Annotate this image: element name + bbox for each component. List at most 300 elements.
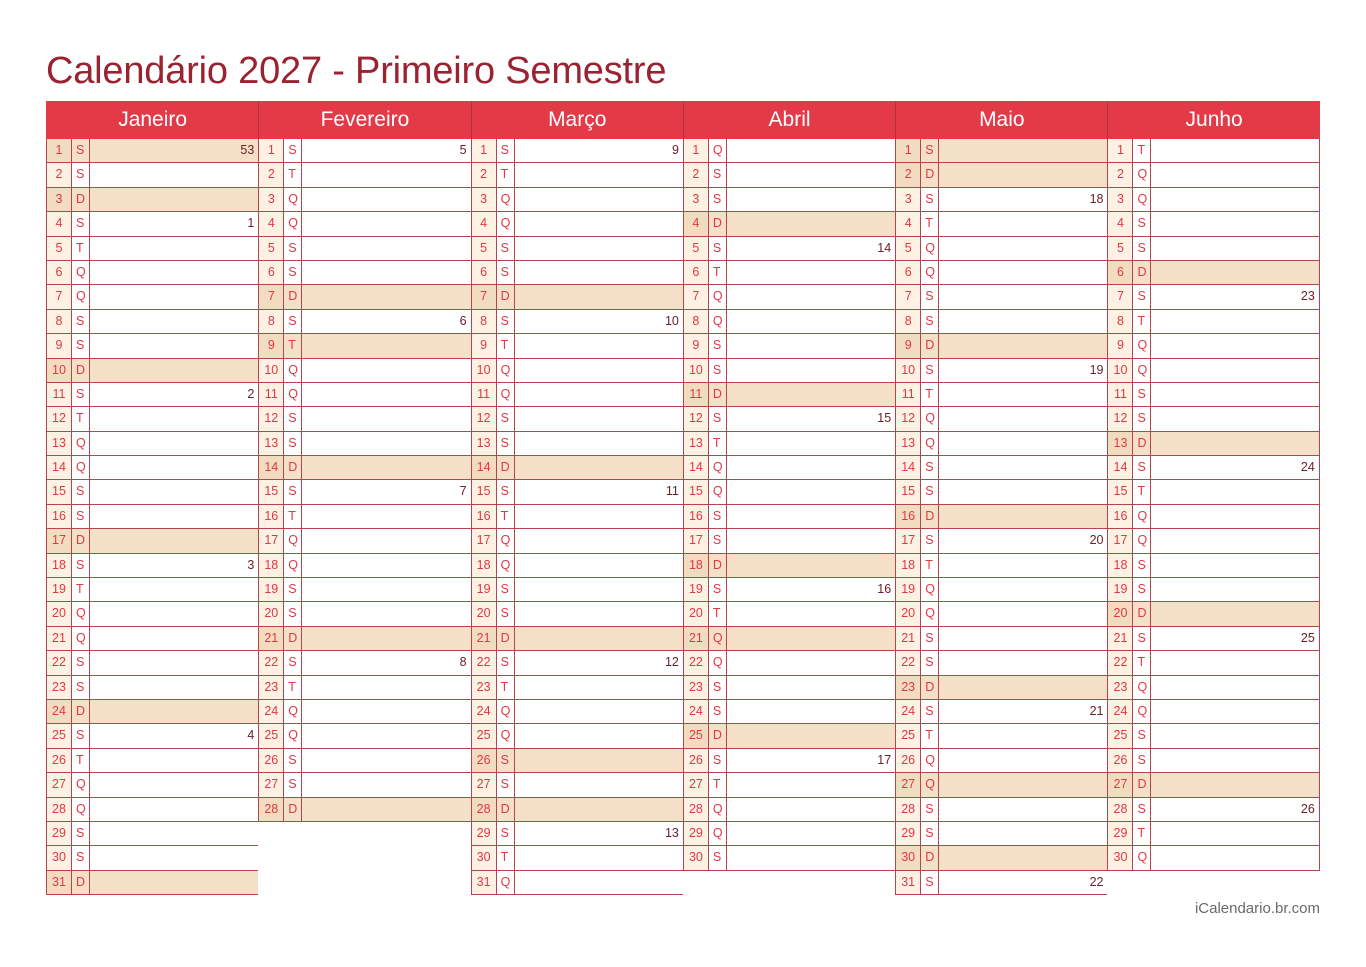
day-number: 24 xyxy=(472,700,497,723)
week-number xyxy=(302,700,470,723)
day-number: 16 xyxy=(472,505,497,528)
day-row xyxy=(258,480,470,504)
day-row xyxy=(258,359,470,383)
week-number xyxy=(302,359,470,382)
weekday-letter: Q xyxy=(921,237,939,260)
week-number xyxy=(515,432,683,455)
day-row-highlighted xyxy=(683,627,895,651)
weekday-letter: S xyxy=(497,822,515,845)
week-number xyxy=(90,407,258,430)
day-number: 5 xyxy=(259,237,284,260)
week-number xyxy=(302,237,470,260)
weekday-letter: T xyxy=(72,407,90,430)
day-number: 8 xyxy=(47,310,72,333)
day-number: 23 xyxy=(896,676,921,699)
week-number xyxy=(727,724,895,747)
day-number: 29 xyxy=(1108,822,1133,845)
day-row xyxy=(46,285,258,309)
day-number: 16 xyxy=(259,505,284,528)
week-number xyxy=(939,578,1107,601)
day-row xyxy=(1107,798,1319,822)
weekday-letter: S xyxy=(72,554,90,577)
day-number: 12 xyxy=(896,407,921,430)
day-row xyxy=(683,237,895,261)
day-number: 29 xyxy=(684,822,709,845)
day-number: 19 xyxy=(472,578,497,601)
weekday-letter: D xyxy=(921,163,939,186)
calendar-grid xyxy=(46,101,1320,895)
week-number xyxy=(1151,822,1318,845)
week-number xyxy=(727,383,895,406)
day-number: 6 xyxy=(259,261,284,284)
weekday-letter: Q xyxy=(497,529,515,552)
day-number: 11 xyxy=(896,383,921,406)
day-number: 9 xyxy=(259,334,284,357)
day-row-highlighted xyxy=(46,359,258,383)
day-number: 26 xyxy=(896,749,921,772)
weekday-letter: T xyxy=(709,261,727,284)
day-row xyxy=(1107,505,1319,529)
day-number: 7 xyxy=(684,285,709,308)
day-row xyxy=(683,310,895,334)
day-number: 11 xyxy=(472,383,497,406)
day-number: 2 xyxy=(472,163,497,186)
day-row xyxy=(1107,359,1319,383)
weekday-letter: Q xyxy=(284,724,302,747)
day-row xyxy=(471,578,683,602)
weekday-letter: S xyxy=(284,602,302,625)
week-number xyxy=(1151,139,1318,162)
day-number: 27 xyxy=(472,773,497,796)
day-row xyxy=(895,602,1107,626)
weekday-letter: D xyxy=(284,627,302,650)
day-number: 14 xyxy=(896,456,921,479)
day-row xyxy=(1107,188,1319,212)
week-number xyxy=(302,188,470,211)
day-number: 13 xyxy=(684,432,709,455)
weekday-letter: Q xyxy=(709,480,727,503)
day-number: 17 xyxy=(684,529,709,552)
day-row xyxy=(683,188,895,212)
week-number xyxy=(1151,846,1318,869)
weekday-letter: Q xyxy=(497,700,515,723)
day-row xyxy=(46,163,258,187)
day-row xyxy=(46,310,258,334)
day-row xyxy=(683,676,895,700)
week-number xyxy=(302,285,470,308)
weekday-letter: S xyxy=(72,383,90,406)
day-number: 15 xyxy=(684,480,709,503)
day-row xyxy=(895,798,1107,822)
day-number: 28 xyxy=(684,798,709,821)
day-number: 19 xyxy=(1108,578,1133,601)
day-number: 7 xyxy=(47,285,72,308)
week-number xyxy=(302,529,470,552)
weekday-letter: S xyxy=(1133,627,1151,650)
day-row xyxy=(258,139,470,163)
day-row-highlighted xyxy=(1107,773,1319,797)
day-number: 25 xyxy=(896,724,921,747)
week-number xyxy=(727,480,895,503)
weekday-letter: S xyxy=(921,529,939,552)
day-row xyxy=(46,578,258,602)
week-number xyxy=(1151,212,1318,235)
day-row xyxy=(46,505,258,529)
day-number: 20 xyxy=(259,602,284,625)
day-number: 9 xyxy=(1108,334,1133,357)
day-number: 21 xyxy=(896,627,921,650)
weekday-letter: Q xyxy=(921,407,939,430)
week-number: 21 xyxy=(939,700,1107,723)
day-number: 6 xyxy=(1108,261,1133,284)
week-number xyxy=(90,310,258,333)
day-row-highlighted xyxy=(258,334,470,358)
weekday-letter: D xyxy=(72,700,90,723)
weekday-letter: S xyxy=(284,139,302,162)
day-number: 11 xyxy=(684,383,709,406)
day-number: 10 xyxy=(259,359,284,382)
day-number: 1 xyxy=(472,139,497,162)
day-number: 17 xyxy=(896,529,921,552)
weekday-letter: Q xyxy=(709,798,727,821)
week-number xyxy=(1151,480,1318,503)
week-number xyxy=(302,749,470,772)
day-number: 30 xyxy=(472,846,497,869)
week-number xyxy=(1151,188,1318,211)
day-row xyxy=(683,407,895,431)
day-row xyxy=(471,188,683,212)
weekday-letter: Q xyxy=(709,310,727,333)
day-number: 30 xyxy=(684,846,709,869)
day-row xyxy=(258,261,470,285)
day-number: 13 xyxy=(47,432,72,455)
week-number xyxy=(727,334,895,357)
week-number xyxy=(90,359,258,382)
day-number: 14 xyxy=(259,456,284,479)
week-number xyxy=(515,212,683,235)
weekday-letter: S xyxy=(921,456,939,479)
day-row xyxy=(471,724,683,748)
weekday-letter: T xyxy=(497,334,515,357)
week-number: 2 xyxy=(90,383,258,406)
day-number: 15 xyxy=(47,480,72,503)
day-row xyxy=(46,651,258,675)
day-row xyxy=(1107,651,1319,675)
week-number: 10 xyxy=(515,310,683,333)
day-number: 9 xyxy=(47,334,72,357)
day-number: 3 xyxy=(684,188,709,211)
day-row xyxy=(46,822,258,846)
week-number xyxy=(727,505,895,528)
day-number: 1 xyxy=(896,139,921,162)
day-row xyxy=(1107,456,1319,480)
month-header: Junho xyxy=(1107,101,1319,139)
week-number xyxy=(515,261,683,284)
weekday-letter: Q xyxy=(284,359,302,382)
day-number: 25 xyxy=(259,724,284,747)
day-row xyxy=(46,554,258,578)
day-row-highlighted xyxy=(895,846,1107,870)
day-row xyxy=(471,261,683,285)
weekday-letter: S xyxy=(284,773,302,796)
day-number: 17 xyxy=(259,529,284,552)
day-number: 12 xyxy=(1108,407,1133,430)
weekday-letter: S xyxy=(497,139,515,162)
day-number: 26 xyxy=(259,749,284,772)
day-row xyxy=(683,651,895,675)
day-number: 23 xyxy=(47,676,72,699)
week-number: 15 xyxy=(727,407,895,430)
day-row xyxy=(258,212,470,236)
day-row xyxy=(683,456,895,480)
day-row xyxy=(471,846,683,870)
day-row xyxy=(471,237,683,261)
day-row xyxy=(1107,846,1319,870)
weekday-letter: T xyxy=(1133,310,1151,333)
day-row xyxy=(258,773,470,797)
day-row-highlighted xyxy=(471,285,683,309)
week-number xyxy=(515,627,683,650)
day-number: 22 xyxy=(896,651,921,674)
week-number xyxy=(939,554,1107,577)
day-number: 4 xyxy=(47,212,72,235)
day-number: 21 xyxy=(259,627,284,650)
week-number xyxy=(727,285,895,308)
month-header: Fevereiro xyxy=(258,101,470,139)
day-number: 27 xyxy=(896,773,921,796)
day-row xyxy=(683,432,895,456)
weekday-letter: T xyxy=(921,383,939,406)
weekday-letter: S xyxy=(284,651,302,674)
weekday-letter: Q xyxy=(709,627,727,650)
day-number: 27 xyxy=(1108,773,1133,796)
day-number: 31 xyxy=(472,871,497,894)
day-row xyxy=(471,212,683,236)
day-number: 26 xyxy=(47,749,72,772)
day-row xyxy=(471,139,683,163)
day-number: 12 xyxy=(472,407,497,430)
week-number xyxy=(90,237,258,260)
weekday-letter: D xyxy=(921,846,939,869)
day-row xyxy=(895,700,1107,724)
day-number: 18 xyxy=(1108,554,1133,577)
day-row xyxy=(895,237,1107,261)
day-number: 21 xyxy=(472,627,497,650)
week-number xyxy=(302,334,470,357)
day-row xyxy=(1107,724,1319,748)
day-row-highlighted xyxy=(1107,261,1319,285)
weekday-letter: S xyxy=(72,310,90,333)
weekday-letter: S xyxy=(284,237,302,260)
day-row-highlighted xyxy=(471,627,683,651)
weekday-letter: Q xyxy=(497,359,515,382)
weekday-letter: S xyxy=(709,578,727,601)
day-number: 20 xyxy=(472,602,497,625)
week-number xyxy=(515,505,683,528)
week-number xyxy=(939,773,1107,796)
weekday-letter: S xyxy=(1133,237,1151,260)
week-number xyxy=(727,773,895,796)
week-number xyxy=(90,627,258,650)
day-row xyxy=(471,407,683,431)
week-number xyxy=(939,212,1107,235)
week-number xyxy=(515,846,683,869)
weekday-letter: S xyxy=(497,749,515,772)
weekday-letter: T xyxy=(72,578,90,601)
day-number: 4 xyxy=(472,212,497,235)
day-number: 25 xyxy=(47,724,72,747)
day-row xyxy=(895,578,1107,602)
week-number: 11 xyxy=(515,480,683,503)
day-row xyxy=(895,359,1107,383)
day-number: 8 xyxy=(896,310,921,333)
day-number: 17 xyxy=(47,529,72,552)
week-number xyxy=(302,261,470,284)
weekday-letter: D xyxy=(1133,261,1151,284)
week-number xyxy=(939,383,1107,406)
day-number: 13 xyxy=(472,432,497,455)
day-number: 9 xyxy=(896,334,921,357)
day-row xyxy=(1107,749,1319,773)
day-row xyxy=(683,773,895,797)
day-number: 15 xyxy=(1108,480,1133,503)
weekday-letter: D xyxy=(72,529,90,552)
weekday-letter: Q xyxy=(709,651,727,674)
week-number: 7 xyxy=(302,480,470,503)
day-number: 4 xyxy=(684,212,709,235)
day-number: 10 xyxy=(47,359,72,382)
day-row xyxy=(471,359,683,383)
day-number: 7 xyxy=(896,285,921,308)
day-number: 19 xyxy=(259,578,284,601)
day-row xyxy=(46,383,258,407)
day-row xyxy=(258,188,470,212)
week-number: 8 xyxy=(302,651,470,674)
weekday-letter: Q xyxy=(921,578,939,601)
day-number: 9 xyxy=(472,334,497,357)
weekday-letter: T xyxy=(1133,139,1151,162)
week-number xyxy=(1151,749,1318,772)
weekday-letter: T xyxy=(709,602,727,625)
day-number: 4 xyxy=(896,212,921,235)
day-number: 28 xyxy=(259,798,284,821)
day-number: 10 xyxy=(896,359,921,382)
day-number: 7 xyxy=(259,285,284,308)
weekday-letter: T xyxy=(497,846,515,869)
weekday-letter: Q xyxy=(497,724,515,747)
day-number: 1 xyxy=(684,139,709,162)
day-row xyxy=(46,480,258,504)
day-number: 12 xyxy=(684,407,709,430)
day-number: 26 xyxy=(472,749,497,772)
week-number xyxy=(727,139,895,162)
day-number: 5 xyxy=(47,237,72,260)
weekday-letter: Q xyxy=(1133,188,1151,211)
weekday-letter: T xyxy=(921,724,939,747)
day-row xyxy=(895,407,1107,431)
day-row xyxy=(683,285,895,309)
week-number: 22 xyxy=(939,871,1107,894)
weekday-letter: D xyxy=(497,456,515,479)
weekday-letter: S xyxy=(1133,578,1151,601)
day-number: 27 xyxy=(259,773,284,796)
day-row xyxy=(895,212,1107,236)
day-row xyxy=(1107,554,1319,578)
day-number: 21 xyxy=(47,627,72,650)
weekday-letter: S xyxy=(1133,383,1151,406)
week-number xyxy=(302,407,470,430)
week-number xyxy=(515,383,683,406)
week-number xyxy=(90,188,258,211)
day-row xyxy=(258,724,470,748)
day-row xyxy=(46,456,258,480)
week-number xyxy=(1151,554,1318,577)
day-number: 1 xyxy=(1108,139,1133,162)
day-row xyxy=(683,749,895,773)
week-number xyxy=(515,676,683,699)
month-column xyxy=(46,101,258,895)
day-row-highlighted xyxy=(1107,602,1319,626)
week-number xyxy=(515,578,683,601)
day-row xyxy=(1107,212,1319,236)
day-number: 19 xyxy=(684,578,709,601)
day-row xyxy=(1107,407,1319,431)
day-row-highlighted xyxy=(683,724,895,748)
day-number: 16 xyxy=(684,505,709,528)
week-number: 3 xyxy=(90,554,258,577)
day-row xyxy=(471,505,683,529)
day-number: 18 xyxy=(472,554,497,577)
weekday-letter: S xyxy=(921,700,939,723)
day-row xyxy=(895,871,1107,895)
week-number xyxy=(1151,383,1318,406)
day-row xyxy=(46,407,258,431)
day-row xyxy=(1107,480,1319,504)
day-row xyxy=(1107,676,1319,700)
week-number xyxy=(515,749,683,772)
day-row xyxy=(258,700,470,724)
week-number xyxy=(515,773,683,796)
day-row xyxy=(46,846,258,870)
week-number xyxy=(727,456,895,479)
day-row-highlighted xyxy=(258,627,470,651)
day-row xyxy=(471,871,683,895)
day-row xyxy=(895,261,1107,285)
day-number: 12 xyxy=(47,407,72,430)
day-row-highlighted xyxy=(46,871,258,895)
day-number: 8 xyxy=(1108,310,1133,333)
day-row-highlighted xyxy=(46,188,258,212)
week-number xyxy=(302,554,470,577)
weekday-letter: D xyxy=(921,505,939,528)
weekday-letter: Q xyxy=(1133,676,1151,699)
week-number xyxy=(1151,529,1318,552)
day-row xyxy=(1107,163,1319,187)
week-number xyxy=(939,334,1107,357)
day-row xyxy=(683,529,895,553)
weekday-letter: Q xyxy=(497,383,515,406)
day-number: 22 xyxy=(1108,651,1133,674)
day-row xyxy=(895,383,1107,407)
weekday-letter: T xyxy=(1133,822,1151,845)
day-number: 23 xyxy=(472,676,497,699)
weekday-letter: S xyxy=(709,700,727,723)
day-row xyxy=(1107,383,1319,407)
week-number xyxy=(90,505,258,528)
weekday-letter: D xyxy=(1133,602,1151,625)
weekday-letter: S xyxy=(1133,212,1151,235)
day-row-highlighted xyxy=(683,554,895,578)
